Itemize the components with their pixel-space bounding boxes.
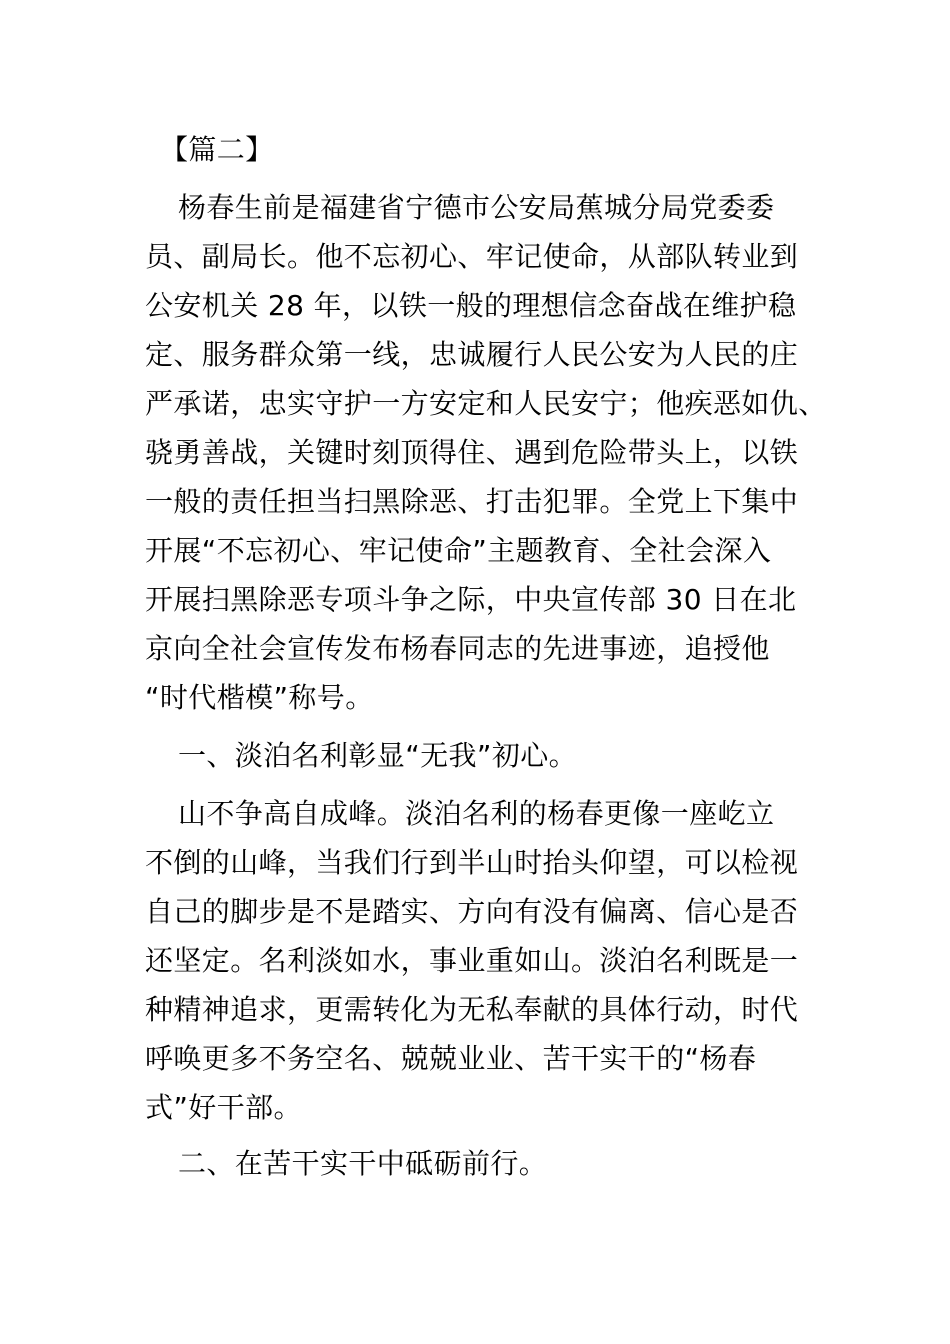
paragraph-2-line-4: 还坚定。名利淡如水，事业重如山。淡泊名利既是一 <box>145 944 799 977</box>
document-heading: 【篇二】 <box>160 133 274 166</box>
section-2-title: 二、在苦干实干中砥砺前行。 <box>178 1147 548 1180</box>
paragraph-2-line-7: 式”好干部。 <box>145 1091 302 1124</box>
paragraph-1-line-6: 骁勇善战，关键时刻顶得住、遇到危险带头上，以铁 <box>145 436 799 469</box>
paragraph-2-line-2: 不倒的山峰，当我们行到半山时抬头仰望，可以检视 <box>145 846 799 879</box>
paragraph-1-line-2: 员、副局长。他不忘初心、牢记使命，从部队转业到 <box>145 240 799 273</box>
section-1-title: 一、淡泊名利彰显“无我”初心。 <box>178 739 578 772</box>
paragraph-1-line-1: 杨春生前是福建省宁德市公安局蕉城分局党委委 <box>178 191 775 224</box>
paragraph-1-line-8: 开展“不忘初心、牢记使命”主题教育、全社会深入 <box>145 534 772 567</box>
paragraph-1-line-10: 京向全社会宣传发布杨春同志的先进事迹，追授他 <box>145 632 770 665</box>
paragraph-2-line-3: 自己的脚步是不是踏实、方向有没有偏离、信心是否 <box>145 895 799 928</box>
paragraph-1-line-7: 一般的责任担当扫黑除恶、打击犯罪。全党上下集中 <box>145 485 799 518</box>
paragraph-1-line-3: 公安机关 28 年，以铁一般的理想信念奋战在维护稳 <box>145 289 797 322</box>
paragraph-1-line-9: 开展扫黑除恶专项斗争之际，中央宣传部 30 日在北 <box>145 583 797 616</box>
paragraph-1-line-5: 严承诺，忠实守护一方安定和人民安宁；他疾恶如仇、 <box>145 387 827 420</box>
paragraph-1-line-11: “时代楷模”称号。 <box>145 681 374 714</box>
paragraph-2-line-5: 种精神追求，更需转化为无私奉献的具体行动，时代 <box>145 993 799 1026</box>
paragraph-1-line-4: 定、服务群众第一线，忠诚履行人民公安为人民的庄 <box>145 338 799 371</box>
paragraph-2-line-6: 呼唤更多不务空名、兢兢业业、苦干实干的“杨春 <box>145 1042 757 1075</box>
paragraph-2-line-1: 山不争高自成峰。淡泊名利的杨春更像一座屹立 <box>178 797 775 830</box>
